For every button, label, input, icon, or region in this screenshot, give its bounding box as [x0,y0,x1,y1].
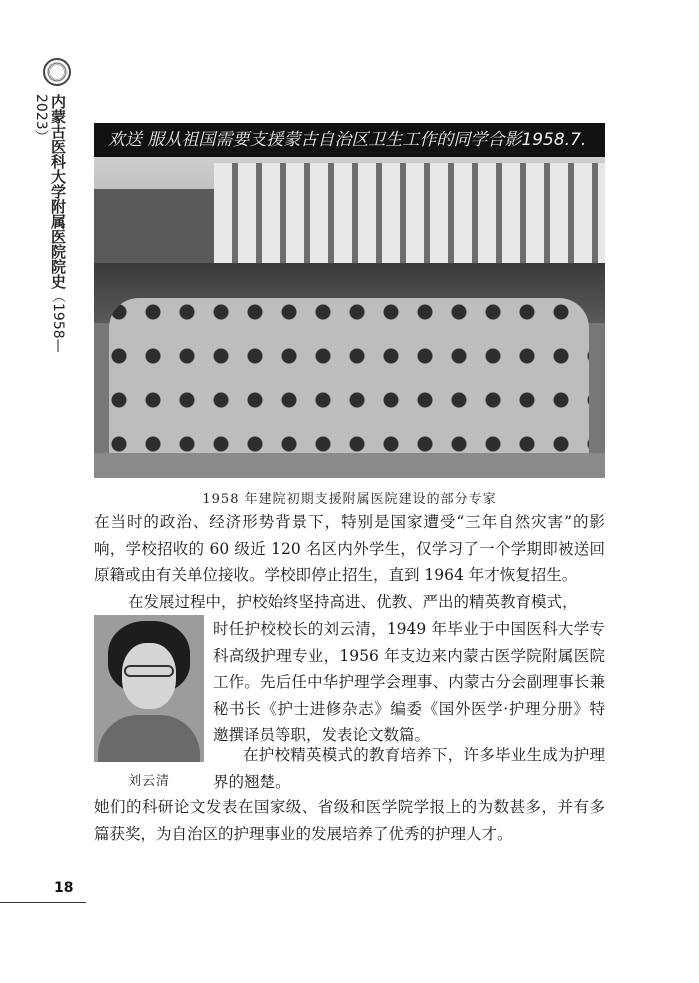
spine-book-title: 内蒙古医科大学附属医院院史 [49,94,67,289]
group-photo-banner: 欢送 服从祖国需要支援蒙古自治区卫生工作的同学合影1958.7. [94,123,605,157]
paragraph-3-body-text: 她们的科研论文发表在国家级、省级和医学院学报上的为数甚多，并有多篇获奖，为自治区的护理事业的发展培养了优秀的护理人才。 [94,798,605,843]
paragraph-3-first-text: 在护校精英模式的教育培养下，许多毕业生成为护理界的翘楚。 [213,746,605,791]
portrait-caption: 刘云清 [127,774,170,789]
university-logo-icon [43,58,71,86]
page-number-rule [0,902,86,903]
paragraph-3-first-line [213,742,605,795]
page-number: 18 [54,880,74,896]
portrait-photo [94,615,204,762]
paragraph-3-body [94,794,605,847]
paragraph-2-body: 时任护校校长的刘云清，1949 年毕业于中国医科大学专科高级护理专业，1956 年支边来内蒙古医学院附属医院工作。先后任中华护理学会理事、内蒙古分会副理事长兼秘书长《护士进修杂志》编委《国外医学·护理分册》特邀撰译员等职，发表论文数篇。 [213,620,605,744]
spine-title [33,94,67,354]
paragraph-1: 在当时的政治、经济形势背景下，特别是国家遭受“三年自然灾害”的影响，学校招收的 60 级近 120 名区内外学生，仅学习了一个学期即被送回原籍或由有关单位接收。学校即停止招生，直到 1964 年才恢复招生。 [94,513,605,584]
group-photo-caption: 1958 年建院初期支援附属医院建设的部分专家 [202,492,497,507]
group-photo [94,123,605,478]
paragraph-2-first-line: 在发展过程中，护校始终坚持高进、优教、严出的精英教育模式， [128,593,578,611]
spine-years: （1958—2023） [33,94,66,353]
